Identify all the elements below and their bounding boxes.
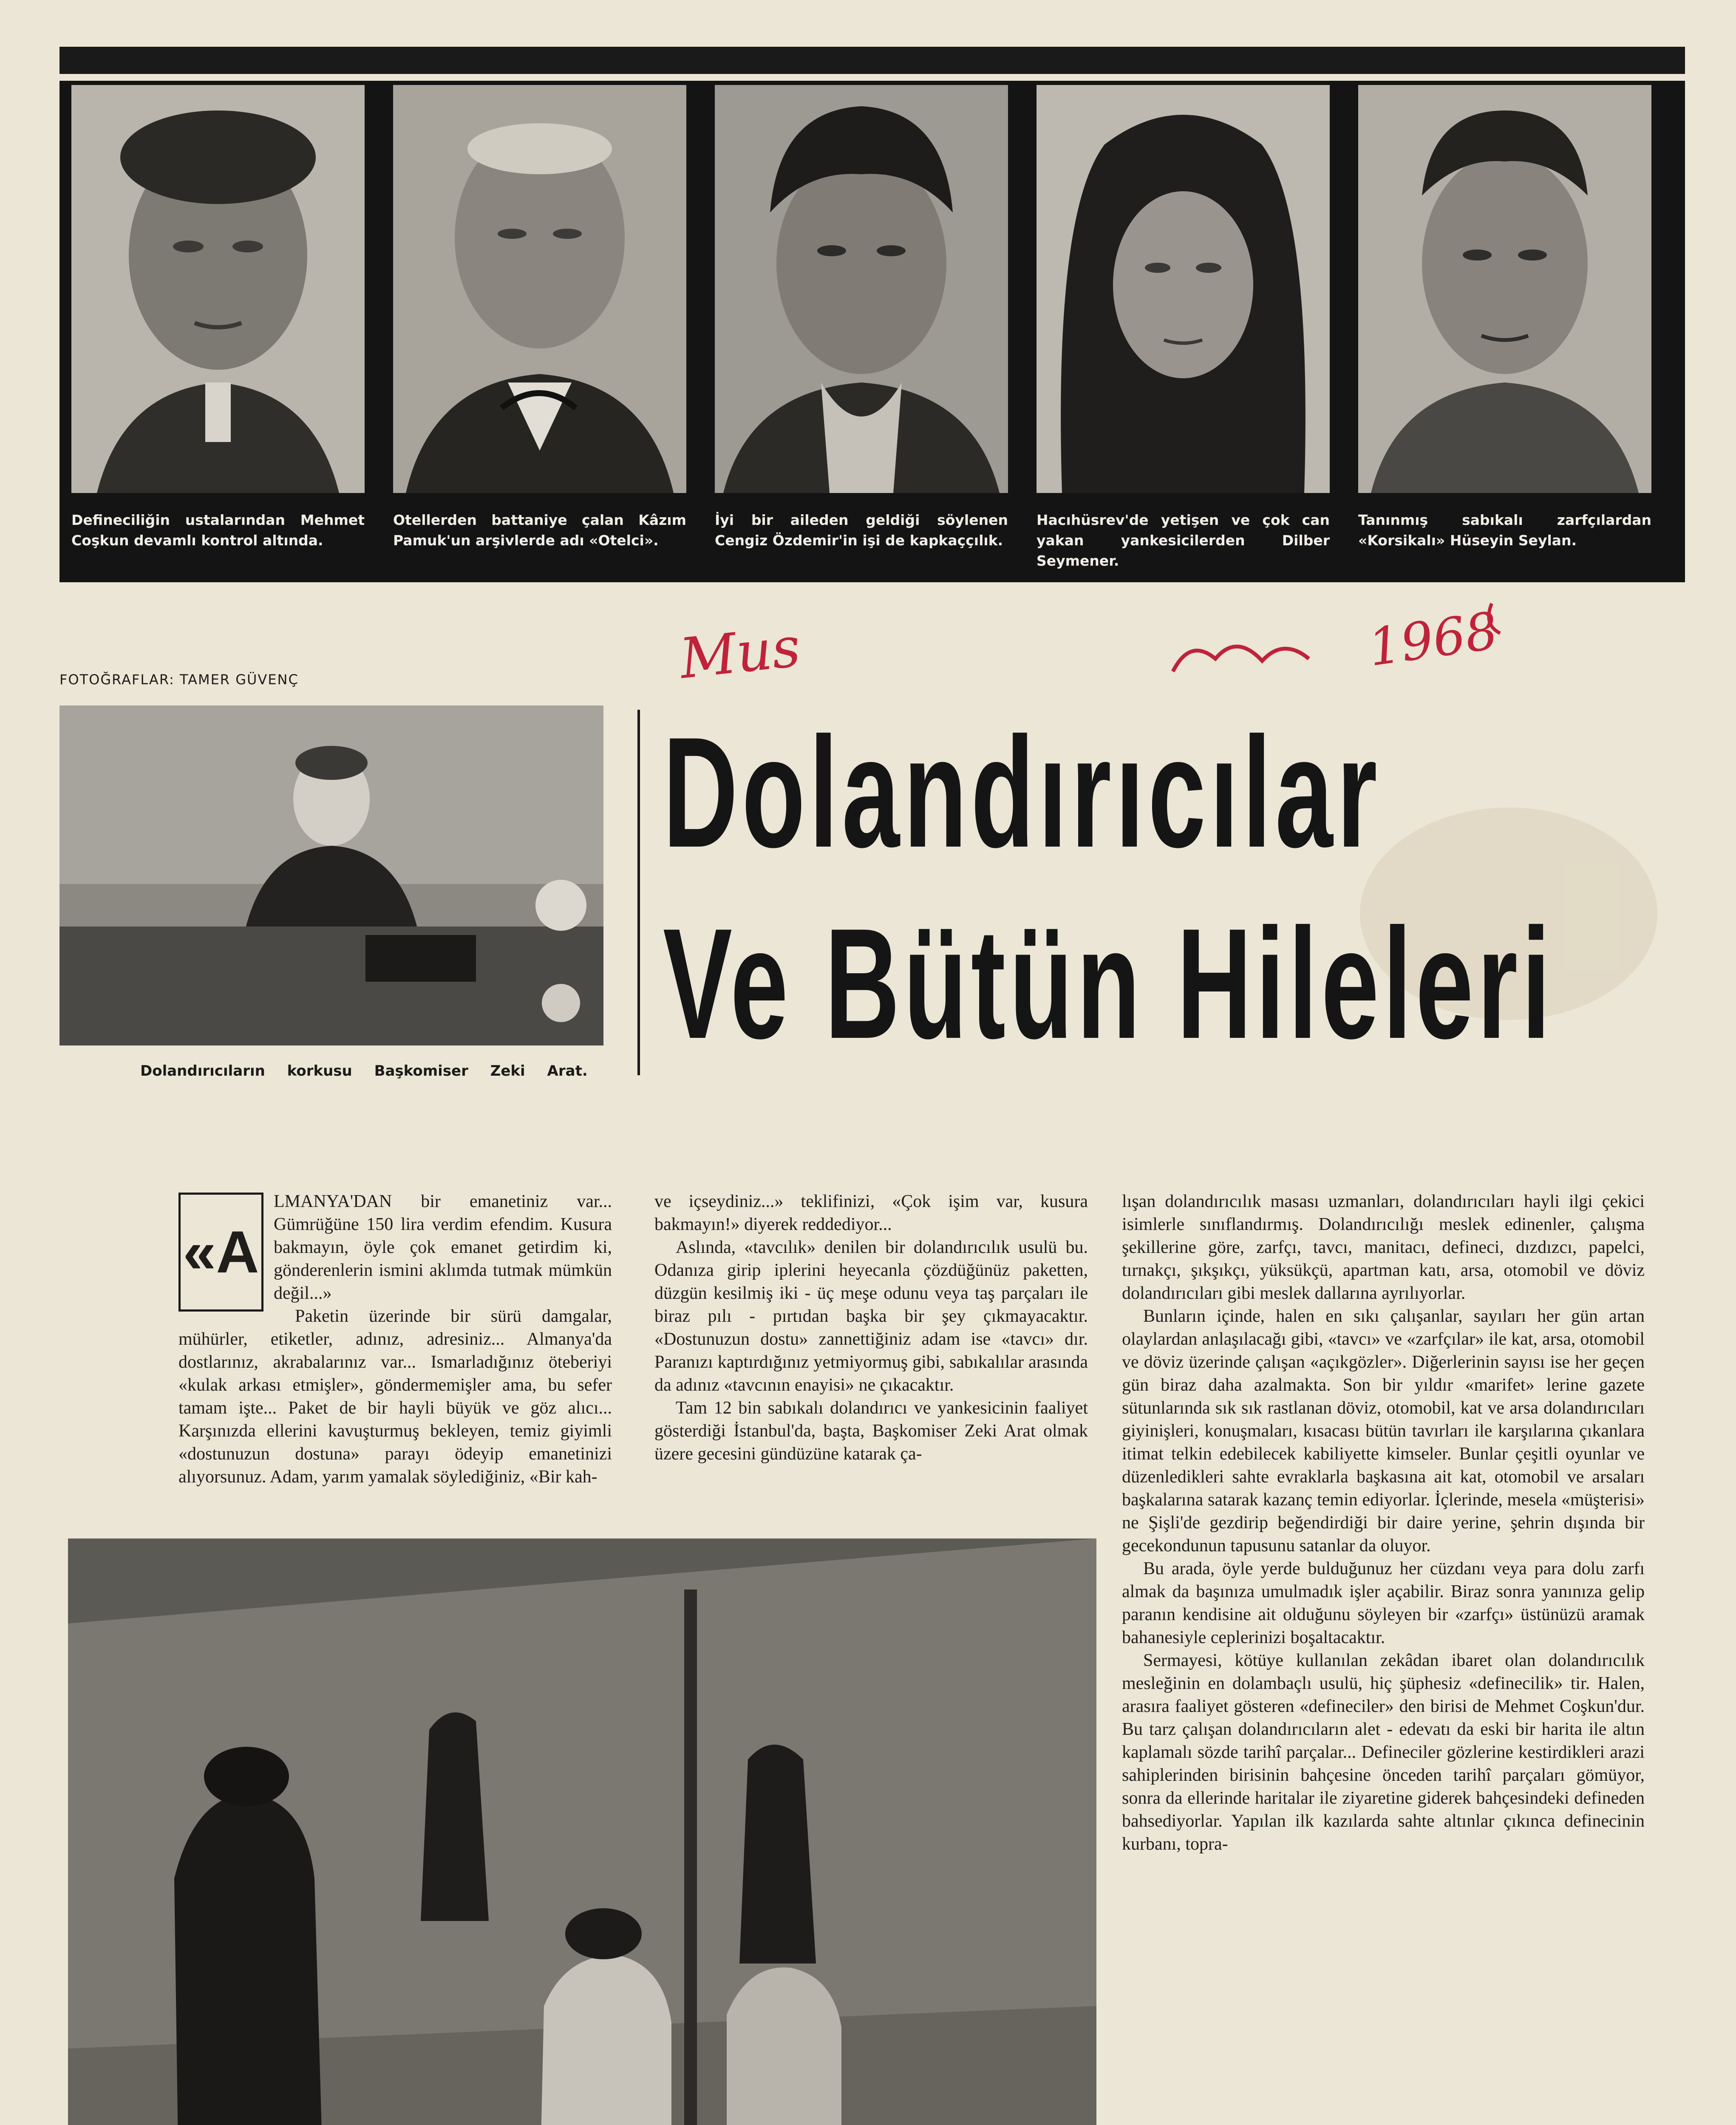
portrait-photo-3: [715, 85, 1008, 493]
portrait-photo-4: [1037, 85, 1330, 493]
article-column-2: [654, 1190, 1088, 1465]
portrait-caption-5: Tanınmış sabıkalı zarfçılardan «Korsikalı» Hüseyin Seylan.: [1358, 512, 1651, 549]
article-paragraph: Paketin üzerinde bir sürü damgalar, mühürler, etiketler, adınız, adresiniz... Almanya'da dostlarınız, akrabalarınız var... Ismarladığınız öteberiyi «kulak arkası etmişler», göndermemişler ama, bu sefer tamam işte... Paket de bir hayli büyük ve göz alıcı... Karşınızda ellerini kavuşturmuş bekleyen, temiz giyimli «dostunuzun dostuna» parayı ödeyip emanetinizi alıyorsunuz. Adam, yarım yamalak söylediğiniz, «Bir kah-: [178, 1306, 612, 1487]
article-column-1: [178, 1190, 612, 1488]
photo-credit: FOTOĞRAFLAR: TAMER GÜVENÇ: [59, 672, 299, 688]
article-paragraph: ve içseydiniz...» teklifinizi, «Çok işim var, kusura bakmayın!» diyerek reddediyor...: [654, 1192, 1088, 1234]
portrait-caption-3: İyi bir aileden geldiği söylenen Cengiz Özdemir'in işi de kapkaççılık.: [715, 512, 1008, 549]
arat-caption: Dolandırıcıların korkusu Başkomiser Zeki Arat.: [140, 1062, 588, 1080]
portrait-caption-4: Hacıhüsrev'de yetişen ve çok can yakan yankesicilerden Dilber Seymener.: [1037, 512, 1330, 569]
portrait-photo-5: [1358, 85, 1651, 493]
article-paragraph: Sermayesi, kötüye kullanılan zekâdan ibaret olan dolandırıcılık mesleğinin en dolambaçlı usulü, hiç şüphesiz «definecilik» tir. Halen, arasıra faaliyet gösteren «defineciler» den birisi de Mehmet Coşkun'dur. Bu tarz çalışan dolandırıcıların alet - edevatı da eski bir harita ile altın kaplamalı sözde tarihî parçalar... Defineciler gözlerine kestirdikleri arazi sahiplerinden birisinin bahçesine önceden tarihî parçaları gömüyor, sonra da ellerinde haritalar ile ziyaretine giderek bahçesindeki defineden bahsediyorlar. Yapılan ilk kazılarda sahte altınlar çıkınca definecinin kurbanı, topra-: [1122, 1651, 1645, 1854]
portrait-strip: [59, 81, 1685, 582]
handwritten-note-left: [676, 612, 812, 693]
portrait-photo-2: [393, 85, 686, 493]
top-rule: [59, 47, 1685, 74]
portrait-photo-1: [71, 85, 365, 493]
svg-text:1968: 1968: [1365, 601, 1502, 678]
portrait-caption-1: Defineciliğin ustalarından Mehmet Coşkun devamlı kontrol altında.: [71, 512, 365, 549]
article-paragraph: Aslında, «tavcılık» denilen bir dolandırıcılık usulü bu. Odanıza girip iplerini heyecanla çözdüğünüz paketten, düzgün kesilmiş iki - üç meşe odunu veya taş parçaları ile biraz pılı - pırtıdan başka bir şey çıkmayacaktır. «Dostunuzun dostu» zannettiğiniz adam ise «tavcı» dır. Paranızı kaptırdığınız yetmiyormuş gibi, sabıkalılar arasında da adınız «tavcının enayisi» ne çıkacaktır.: [654, 1238, 1088, 1395]
handwritten-note-right: [1156, 586, 1513, 693]
mosque-scene-photo: [68, 1538, 1096, 2125]
portrait-caption-2: Otellerden battaniye çalan Kâzım Pamuk'un arşivlerde adı «Otelci».: [393, 512, 686, 549]
article-paragraph: Tam 12 bin sabıkalı dolandırıcı ve yankesicinin faaliyet gösterdiği İstanbul'da, başta, Başkomiser Zeki Arat olmak üzere gecesini gündüzüne katarak ça-: [654, 1398, 1088, 1464]
drop-cap: «A: [178, 1193, 263, 1312]
article-paragraph: [178, 1190, 612, 1305]
arat-photo: [59, 706, 603, 1046]
article-paragraph: Bu arada, öyle yerde bulduğunuz her cüzdanı veya para dolu zarfı almak da başınıza umulmadık işler açabilir. Biraz sonra yanınıza gelip paranın kendisine ait olduğunu söyleyen bir «zarfçı» üstünüzü aramak bahanesiyle ceplerinizi boşaltacaktır.: [1122, 1559, 1645, 1647]
article-column-3: [1122, 1190, 1645, 1856]
article-paragraph: lışan dolandırıcılık masası uzmanları, dolandırıcıları hayli ilgi çekici isimlerle sınıflandırmış. Dolandırıcılığı meslek edinenler, çalışma şekillerine göre, zarfçı, tavcı, manitacı, defineci, dızdızcı, papelci, tırnakçı, şıkşıkçı, yüksükçü, apartman katı, arsa, otomobil ve döviz dolandırıcıları gibi meslek dallarına ayrılıyorlar.: [1122, 1192, 1645, 1303]
headline-line-1: Dolandırıcılar: [663, 705, 1381, 880]
headline-line-2: Ve Bütün Hileleri: [663, 896, 1555, 1071]
article-lead: LMANYA'DAN bir emanetiniz var... Gümrüğüne 150 lira verdim efendim. Kusura bakmayın, öyle çok emanet getirdim ki, gönderenlerin ismini aklımda tutmak mümkün değil...»: [274, 1192, 612, 1303]
svg-text:Mus: Mus: [677, 614, 804, 691]
headline-rule: [637, 710, 640, 1075]
headline: [663, 697, 1555, 1080]
article-paragraph: Bunların içinde, halen en sıkı çalışanlar, sayıları her gün artan olaylardan anlaşılacağı gibi, «tavcı» ve «zarfçılar» ile kat, arsa, otomobil ve döviz üzerinde çalışan «açıkgözler». Diğerlerinin sayısı ise her geçen gün biraz daha azalmakta. Son bir yıldır «marifet» lerine gazete sütunlarında sık sık rastlanan döviz, otomobil, kat ve arsa dolandırıcıları giyinişleri, konuşmaları, kısacası bütün tavırları ile karşılarına çıkanlara itimat telkin edebilecek kabiliyette kimseler. Bunlar çeşitli oyunlar ve düzenledikleri sahte evraklarla başkasına ait kat, otomobil ve arsaları başkalarına satarak kazanç temin ediyorlar. İçlerinde, mesela «müşterisi» ne Şişli'de gezdirip beğendirdiği bir daire yerine, şehrin dışında bir gecekondunun tapusunu satanlar da oluyor.: [1122, 1306, 1645, 1556]
